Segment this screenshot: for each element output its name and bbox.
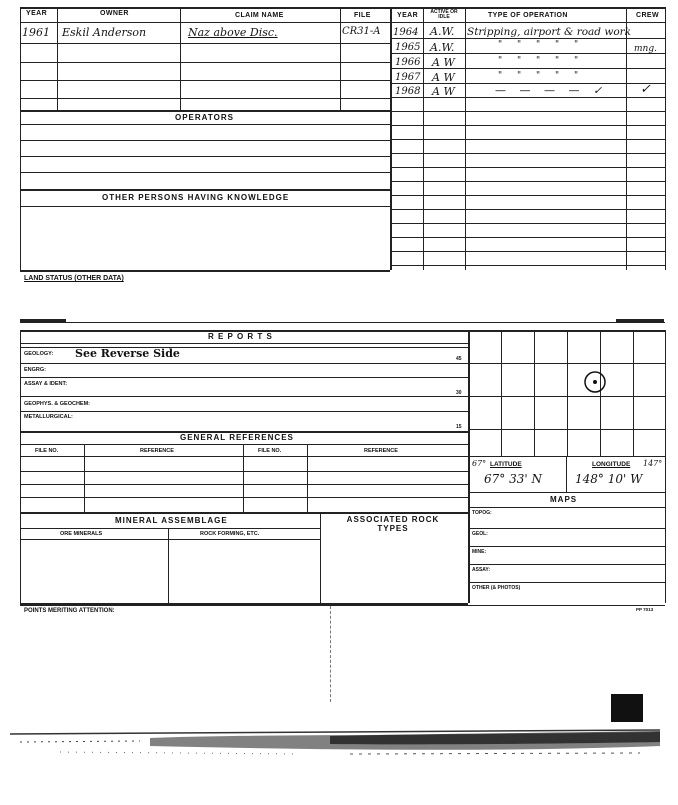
longitude-value: 148° 10' W	[575, 472, 643, 486]
land-status-label: LAND STATUS (OTHER DATA)	[24, 275, 124, 282]
claim-year: 1961	[22, 26, 50, 39]
side-number: 15	[456, 424, 462, 430]
claim-file: CR31-A	[342, 26, 381, 37]
activity-operation: " " " " "	[498, 40, 585, 50]
gr-reference-2: REFERENCE	[364, 448, 398, 454]
other-persons-heading: OTHER PERSONS HAVING KNOWLEDGE	[102, 193, 290, 202]
reports-heading: R E P O R T S	[208, 332, 273, 341]
claim-owner: Eskil Anderson	[62, 26, 147, 39]
activity-status: A W	[432, 71, 455, 84]
activity-status: A W	[432, 56, 455, 69]
activity-operation: " " " " "	[498, 56, 585, 66]
header-type-of-operation: TYPE OF OPERATION	[488, 12, 568, 19]
activity-crew: ✓	[640, 82, 651, 97]
header-claim-name: CLAIM NAME	[235, 12, 284, 19]
activity-year: 1967	[395, 72, 421, 83]
latitude-prefix: 67°	[472, 459, 487, 468]
longitude-label: LONGITUDE	[592, 461, 631, 468]
latitude-value: 67° 33' N	[484, 472, 542, 486]
geology-value: See Reverse Side	[75, 347, 180, 360]
header-owner: OWNER	[100, 10, 129, 17]
rock-forming-label: ROCK FORMING, ETC.	[200, 531, 260, 537]
gr-file-no-2: FILE NO.	[258, 448, 282, 454]
activity-status: A.W.	[430, 41, 455, 54]
geophys-geochem-label: GEOPHYS. & GEOCHEM:	[24, 401, 91, 407]
activity-crew: mng.	[634, 44, 657, 54]
header-active-idle: ACTIVE OR IDLE	[430, 9, 458, 20]
location-marker-icon	[582, 369, 608, 395]
longitude-suffix: 147°	[643, 459, 663, 468]
general-references-heading: GENERAL REFERENCES	[180, 433, 294, 442]
points-meriting-attention-label: POINTS MERITING ATTENTION:	[24, 608, 115, 614]
claim-name: Naz above Disc.	[188, 26, 278, 39]
ore-minerals-label: ORE MINERALS	[60, 531, 103, 537]
activity-operation: Stripping, airport & road work	[467, 26, 632, 38]
gr-file-no-1: FILE NO.	[35, 448, 59, 454]
scan-noise-band	[0, 712, 678, 762]
map-row-label: ASSAY:	[472, 567, 491, 573]
header-activity-year: YEAR	[397, 12, 419, 19]
gr-reference-1: REFERENCE	[140, 448, 174, 454]
engrg-label: ENGRG:	[24, 367, 46, 373]
side-number: 45	[456, 356, 462, 362]
side-number: 30	[456, 390, 462, 396]
latitude-label: LATITUDE	[490, 461, 522, 468]
activity-year: 1964	[393, 27, 419, 38]
geology-label: GEOLOGY:	[24, 351, 54, 357]
activity-status: A W	[432, 85, 455, 98]
map-row-label: MINE:	[472, 549, 487, 555]
header-crew: CREW	[636, 12, 659, 19]
activity-year: 1966	[395, 57, 421, 68]
header-year: YEAR	[26, 10, 48, 17]
activity-operation: " " " " "	[498, 71, 585, 81]
operators-heading: OPERATORS	[175, 113, 234, 122]
associated-rock-types-heading: ASSOCIATED ROCK TYPES	[346, 515, 440, 533]
maps-heading: MAPS	[550, 495, 578, 504]
map-row-label: OTHER (& PHOTOS)	[472, 585, 521, 591]
assay-ident-label: ASSAY & IDENT:	[24, 381, 68, 387]
metallurgical-label: METALLURGICAL:	[24, 414, 73, 420]
activity-year: 1968	[395, 86, 421, 97]
form-number: PP 7013	[636, 607, 654, 612]
map-row-label: TOPOG:	[472, 510, 492, 516]
mineral-assemblage-heading: MINERAL ASSEMBLAGE	[115, 516, 228, 525]
activity-operation: — — — — ✓	[495, 84, 608, 97]
header-file: FILE	[354, 12, 371, 19]
activity-year: 1965	[395, 42, 421, 53]
map-row-label: GEOL:	[472, 531, 488, 537]
activity-status: A.W.	[430, 25, 455, 38]
